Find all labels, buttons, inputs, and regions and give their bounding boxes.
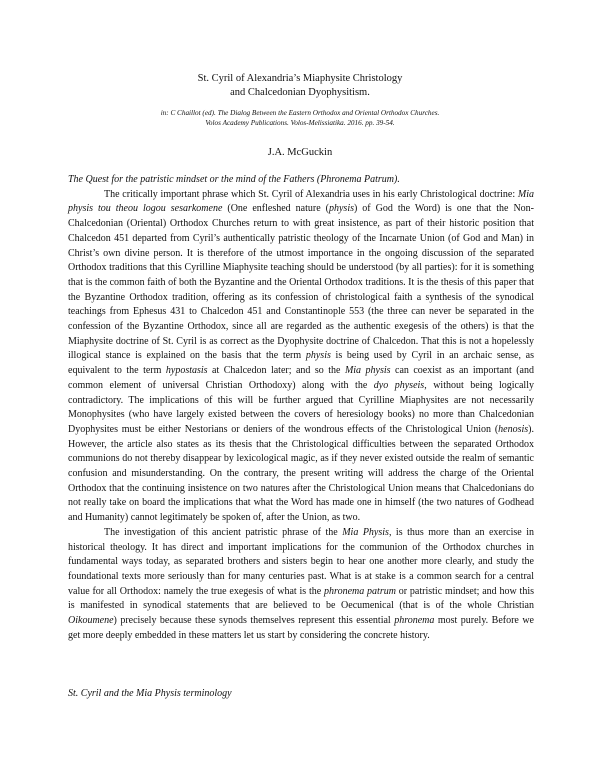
- p1-text: is being used by Cyril in an archaic sense, as equivalent to the term: [68, 350, 534, 377]
- section-heading: The Quest for the patristic mindset or the mind of the Fathers (Phronema Patrum).: [68, 174, 400, 185]
- p2-term: Oikoumene: [68, 615, 114, 627]
- title-line-1: St. Cyril of Alexandria’s Miaphysite Christology: [197, 73, 403, 84]
- p2-text: The investigation of this ancient patristic phrase of the: [104, 526, 343, 538]
- paragraph-1: [68, 188, 534, 526]
- p2-term: phronema patrum: [324, 585, 396, 597]
- p2-term: phronema: [394, 615, 435, 627]
- p2-text: ) precisely because these synods themselves represent this essential: [113, 615, 395, 627]
- citation: [0, 108, 600, 128]
- p1-text: at Chalcedon later; and so the: [207, 365, 345, 377]
- citation-line-2: Volos Academy Publications. Volos-Melissiatika. 2016. pp. 39-54.: [205, 119, 395, 127]
- p1-term: hypostasis: [165, 365, 208, 377]
- p2-text: , is thus more than an exercise in historical theology. It has direct and important implications for the communion of the Orthodox churches in fundamental ways today, as separated brothers and sisters begin to hear one another more clearly, and study the foundational texts more seriously than for many centuries past. What is at stake is a common search for a central value for all Orthodox: namely the true exegesis of what is the: [68, 526, 535, 597]
- p1-text: ). However, the article also states as its thesis that the Christological difficulties between the separated Orthodox communions do not thereby disappear by lexicological magic, as if they never existed outside the realm of semantic confusion and misunderstanding. On the contrary, the present writing will address the charge of the Oriental Orthodox that the continuing insistence on two natures after the Christological Union means that Chalcedonians do not really take on board the implications that what the Word has made one in himself (the two natures of Godhead and Humanity) cannot legitimately be spoken of, after the Union, as two.: [68, 423, 534, 524]
- p1-term: henosis: [498, 423, 529, 435]
- p1-text: The critically important phrase which St. Cyril of Alexandria uses in his early Christological doctrine:: [104, 188, 518, 200]
- p1-term: physis: [328, 203, 354, 215]
- author: J.A. McGuckin: [267, 147, 333, 158]
- p1-term: dyo physeis: [373, 379, 425, 391]
- p1-text: can coexist as an important (and common element of universal Christian Orthodoxy) along with the: [68, 365, 534, 391]
- p1-text: (One enfleshed nature (: [222, 203, 329, 215]
- p1-text: ) of God the Word) is one that the Non-Chalcedonian (Oriental) Orthodox Churches return to with great insistence, as part of their historic position that Chalcedon 451 departed from Cyril’s authentically patristic theology of the Incarnate Union (of God and Man) in Christ’s own divine person. It is therefore of the utmost importance in the ongoing discussion of the separated Orthodox traditions that this Cyrilline Miaphysite teaching should be understood (by all parties): for it is something that is the common faith of both the Byzantine and the Oriental Orthodox traditions. It is the thesis of this paper that the Byzantine Orthodox tradition, offering as its confession of christological faith a synthesis of the synodical teachings from Ephesus 431 to Chalcedon 451 and Constantinople 553 (the three can never be separated in the confession of the Byzantine Orthodox, since all are regarded as the authentic exegesis of the others) is that the Miaphysite doctrine of St. Cyril is as correct as the Dyophysite doctrine of Chalcedon. That this is not a hopelessly illogical stance is explained on the basis that the term: [68, 203, 534, 362]
- citation-line-1: in: C Chaillot (ed). The Dialog Between the Eastern Orthodox and Oriental Orthodox Churches.: [160, 109, 440, 117]
- p2-term: Mia Physis: [342, 526, 389, 538]
- p1-term: Mia physis tou theou logou sesarkomene: [68, 188, 534, 215]
- p2-text: most purely. Before we get more deeply embedded in these matters let us start by considering the concrete history.: [68, 615, 534, 641]
- p1-term: physis: [305, 350, 331, 362]
- document-title: [0, 72, 600, 100]
- title-line-2: and Chalcedonian Dyophysitism.: [230, 87, 370, 98]
- p1-term: Mia physis: [344, 365, 391, 377]
- p1-text: , without being logically contradictory. The implications of this will be further argued that Cyrilline Miaphysites are not necessarily Monophysites (who have largely existed between the covers of heresiology books) no more than Chalcedonian Dyophysites must be either Nestorians or deniers of the wondrous effects of the Christological Union (: [68, 379, 534, 435]
- body-text: [68, 173, 534, 644]
- section-heading-2: St. Cyril and the Mia Physis terminology: [68, 688, 232, 699]
- paragraph-2: [68, 526, 534, 644]
- p2-text: or patristic mindset; and how this is manifested in synodical statements that are believed to be Oecumenical (that is of the whole Christian: [68, 585, 534, 612]
